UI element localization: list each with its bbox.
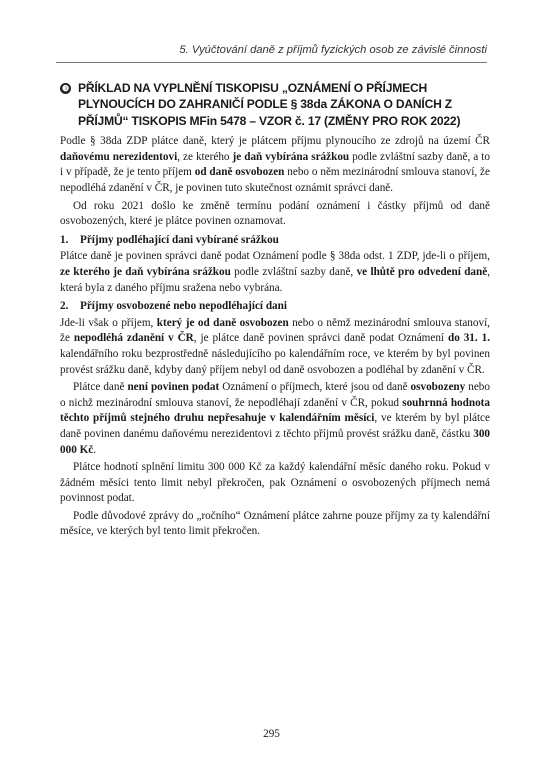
paragraph-exempt: Jde-li však o příjem, který je od daně osvobozen nebo o němž mezinárodní smlouva stanoví, že nepodléhá zdanění v ČR, je plátce daně povinen správci daně podat Oznámení do 31. 1. kalendářního roku bezprostředně následujícího po kalendářním roce, ve kterém by byl povinen provést srážku daně, kdyby daný příjem nebyl od daně osvobozen a podléhal by zdanění v ČR. (60, 316, 490, 376)
running-header (0, 44, 543, 74)
page-content (60, 80, 490, 540)
page-number: 295 (263, 728, 280, 740)
number-badge-icon: ❸ (60, 83, 71, 94)
header-rule (56, 62, 487, 63)
paragraph-limit: Plátce hodnotí splnění limitu 300 000 Kč za každý kalendářní měsíc daného roku. Pokud v žádném měsíci tento limit nebyl překročen, pak Oznámení o osvobozených příjmech nemá povinnost podat. (60, 461, 490, 505)
chapter-title: 5. Vyúčtování daně z příjmů fyzických osob ze závislé činnosti (179, 44, 487, 56)
paragraph-explanatory: Podle důvodové zprávy do „ročního“ Oznámení plátce zahrne pouze příjmy za ty kalendářní měsíce, ve kterých byl tento limit překročen. (60, 509, 490, 538)
subheading-2: 2. Příjmy osvobozené nebo nepodléhající dani (60, 300, 287, 313)
paragraph-withholding: Plátce daně je povinen správci daně podat Oznámení podle § 38da odst. 1 ZDP, jde-li o příjem, ze kterého je daň vybírána srážkou podle zvláštní sazby daně, ve lhůtě pro odvedení daně, která byla z daného příjmu sražena nebo vybrána. (60, 250, 490, 294)
paragraph-change-2021: Od roku 2021 došlo ke změně termínu podání oznámení i částky příjmů od daně osvobozených, které je plátce povinen oznamovat. (60, 199, 490, 228)
subheading-1: 1. Příjmy podléhající dani vybírané srážkou (60, 233, 279, 246)
section-title-text: PŘÍKLAD NA VYPLNĚNÍ TISKOPISU „OZNÁMENÍ O PŘÍJMECH PLYNOUCÍCH DO ZAHRANIČÍ PODLE § 38da ZÁKONA O DANÍCH Z PŘÍJMŮ“ TISKOPIS MFin 5478 – VZOR č. 17 (ZMĚNY PRO ROK 2022) (78, 81, 461, 128)
section-title (60, 80, 490, 129)
paragraph-intro: Podle § 38da ZDP plátce daně, který je plátcem příjmu plynoucího ze zdrojů na území ČR daňovému nerezidentovi, ze kterého je daň vybírána srážkou podle zvláštní sazby daně, a to i v případě, že je tento příjem od daně osvobozen nebo o něm mezinárodní smlouva stanoví, že nepodléhá zdanění v ČR, je povinen tuto skutečnost oznámit správci daně. (60, 135, 490, 194)
paragraph-not-obliged: Plátce daně není povinen podat Oznámení o příjmech, které jsou od daně osvobozeny nebo o nichž mezinárodní smlouva stanoví, že nepodléhají zdanění v ČR, pokud souhrnná hodnota těchto příjmů stejného druhu nepřesahuje v kalendářním měsíci, ve kterém by byl plátce daně povinen danému daňovému nerezidentovi z těchto příjmů provést srážku daně, částku 300 000 Kč. (60, 381, 490, 456)
